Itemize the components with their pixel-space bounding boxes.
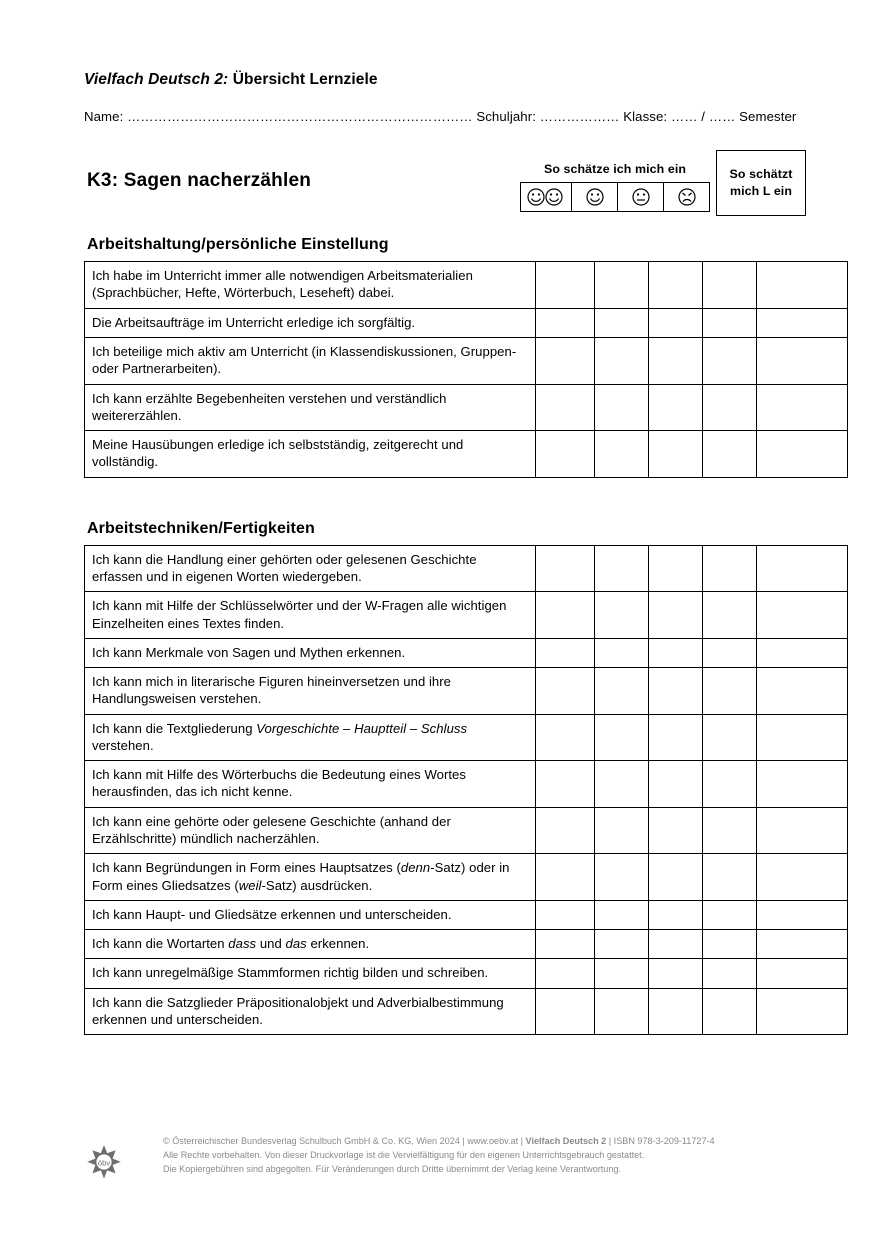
rating-cell-neutral[interactable] [649, 337, 703, 384]
name-fields-line[interactable]: Name: …………………………………………………………………… Schuljahr: ……………… Klasse: …… / …… Semester [84, 109, 797, 125]
rating-cell-double-smiley[interactable] [536, 638, 595, 667]
table-row [85, 930, 848, 959]
table-row [85, 638, 848, 667]
rating-cell-neutral[interactable] [649, 807, 703, 854]
statement-cell: Ich kann Merkmale von Sagen und Mythen erkennen. [85, 638, 536, 667]
rating-cell-smiley[interactable] [595, 930, 649, 959]
statement-cell: Die Arbeitsaufträge im Unterricht erledige ich sorgfältig. [85, 308, 536, 337]
rating-cell-smiley[interactable] [595, 714, 649, 761]
copyright-line-2: Alle Rechte vorbehalten. Von dieser Druckvorlage ist die Vervielfältigung für den eigenen Unterrichtsgebrauch gestattet. [163, 1150, 645, 1161]
statement-cell: Ich beteilige mich aktiv am Unterricht (in Klassendiskussionen, Gruppen- oder Partnerarbeiten). [85, 337, 536, 384]
rating-cell-sad[interactable] [703, 431, 757, 478]
table-row [85, 807, 848, 854]
table-row [85, 431, 848, 478]
copyright-product: Vielfach Deutsch 2 [525, 1136, 607, 1146]
statement-emphasis: das [285, 936, 307, 952]
rating-cell-neutral[interactable] [649, 308, 703, 337]
table-row [85, 988, 848, 1035]
unit-title: K3: Sagen nacherzählen [87, 170, 312, 192]
section-title-techniques: Arbeitstechniken/Fertigkeiten [87, 519, 315, 537]
rating-cell-smiley[interactable] [595, 668, 649, 715]
rating-cell-neutral[interactable] [649, 988, 703, 1035]
rating-cell-teacher[interactable] [757, 668, 848, 715]
statement-cell: Ich habe im Unterricht immer alle notwendigen Arbeitsmaterialien (Sprachbücher, Hefte, Wörterbuch, Leseheft) dabei. [85, 262, 536, 309]
rating-cell-double-smiley[interactable] [536, 592, 595, 639]
rating-cell-smiley[interactable] [595, 262, 649, 309]
rating-cell-neutral[interactable] [649, 384, 703, 431]
rating-cell-teacher[interactable] [757, 592, 848, 639]
statement-cell: Ich kann unregelmäßige Stammformen richtig bilden und schreiben. [85, 959, 536, 988]
rating-cell-double-smiley[interactable] [536, 930, 595, 959]
rating-cell-teacher[interactable] [757, 930, 848, 959]
table-row [85, 854, 848, 901]
statement-cell: Ich kann mit Hilfe der Schlüsselwörter und der W-Fragen alle wichtigen Einzelheiten eines Textes finden. [85, 592, 536, 639]
self-assessment-label: So schätze ich mich ein [543, 162, 687, 177]
rating-cell-smiley[interactable] [595, 900, 649, 929]
unit-header [84, 162, 806, 226]
rating-cell-teacher[interactable] [757, 854, 848, 901]
page-title [84, 70, 806, 90]
statement-cell: Meine Hausübungen erledige ich selbstständig, zeitgerecht und vollständig. [85, 431, 536, 478]
rating-cell-sad[interactable] [703, 807, 757, 854]
rating-cell-teacher[interactable] [757, 262, 848, 309]
table-row [85, 592, 848, 639]
self-assessment-header [520, 162, 710, 212]
rating-cell-sad[interactable] [703, 638, 757, 667]
table-row [85, 761, 848, 808]
section-title-attitude: Arbeitshaltung/persönliche Einstellung [87, 236, 389, 254]
statement-emphasis: denn [400, 860, 431, 876]
rating-cell-neutral[interactable] [649, 854, 703, 901]
teacher-assessment-header: So schätzt mich L ein [716, 150, 806, 216]
table-row [85, 384, 848, 431]
rating-cell-sad[interactable] [703, 545, 757, 592]
rating-cell-teacher[interactable] [757, 638, 848, 667]
rating-cell-sad[interactable] [703, 988, 757, 1035]
rating-cell-neutral[interactable] [649, 714, 703, 761]
rating-cell-neutral[interactable] [649, 900, 703, 929]
rating-cell-neutral[interactable] [649, 545, 703, 592]
double-smiley-icon [521, 183, 572, 211]
rating-cell-smiley[interactable] [595, 959, 649, 988]
rating-cell-double-smiley[interactable] [536, 761, 595, 808]
rating-cell-smiley[interactable] [595, 545, 649, 592]
rating-cell-teacher[interactable] [757, 431, 848, 478]
rating-cell-neutral[interactable] [649, 638, 703, 667]
table-row [85, 900, 848, 929]
rating-cell-sad[interactable] [703, 854, 757, 901]
rating-cell-double-smiley[interactable] [536, 900, 595, 929]
rating-cell-teacher[interactable] [757, 545, 848, 592]
rating-cell-smiley[interactable] [595, 431, 649, 478]
rating-scale-legend [520, 182, 710, 212]
svg-text:öbv: öbv [97, 1158, 111, 1168]
rating-cell-double-smiley[interactable] [536, 714, 595, 761]
rating-cell-double-smiley[interactable] [536, 337, 595, 384]
copyright-line-1a: © Österreichischer Bundesverlag Schulbuch GmbH & Co. KG, Wien 2024 | www.oebv.at | [163, 1136, 526, 1146]
rating-cell-double-smiley[interactable] [536, 988, 595, 1035]
rating-cell-double-smiley[interactable] [536, 545, 595, 592]
rating-cell-neutral[interactable] [649, 761, 703, 808]
rating-cell-teacher[interactable] [757, 384, 848, 431]
statement-cell: Ich kann die Wortarten dass und das erkennen. [85, 930, 536, 959]
rating-cell-sad[interactable] [703, 714, 757, 761]
copyright-text [163, 1134, 715, 1176]
rating-cell-double-smiley[interactable] [536, 384, 595, 431]
rating-cell-teacher[interactable] [757, 337, 848, 384]
rating-cell-neutral[interactable] [649, 930, 703, 959]
rating-cell-teacher[interactable] [757, 807, 848, 854]
statement-cell: Ich kann mich in literarische Figuren hineinversetzen und ihre Handlungsweisen verstehen. [85, 668, 536, 715]
rating-cell-sad[interactable] [703, 308, 757, 337]
rating-cell-neutral[interactable] [649, 431, 703, 478]
rating-cell-neutral[interactable] [649, 592, 703, 639]
rating-cell-teacher[interactable] [757, 959, 848, 988]
rating-cell-sad[interactable] [703, 384, 757, 431]
rating-cell-smiley[interactable] [595, 308, 649, 337]
rating-cell-neutral[interactable] [649, 262, 703, 309]
sad-face-icon [664, 183, 709, 211]
statement-emphasis: weil [238, 877, 262, 893]
neutral-face-icon [618, 183, 664, 211]
statement-cell: Ich kann Begründungen in Form eines Hauptsatzes (denn-Satz) oder in Form eines Gliedsatzes (weil-Satz) ausdrücken. [85, 854, 536, 901]
rating-cell-neutral[interactable] [649, 959, 703, 988]
statement-cell: Ich kann die Handlung einer gehörten oder gelesenen Geschichte erfassen und in eigenen Worten wiedergeben. [85, 545, 536, 592]
rating-cell-sad[interactable] [703, 337, 757, 384]
rating-cell-smiley[interactable] [595, 337, 649, 384]
rating-cell-smiley[interactable] [595, 988, 649, 1035]
rating-cell-smiley[interactable] [595, 854, 649, 901]
rating-cell-sad[interactable] [703, 930, 757, 959]
rating-cell-smiley[interactable] [595, 592, 649, 639]
copyright-line-1 [163, 1134, 715, 1148]
statement-emphasis: Vorgeschichte – Hauptteil – Schluss [256, 720, 468, 736]
copyright-line-3: Die Kopiergebühren sind abgegolten. Für Veränderungen durch Dritte übernimmt der Verlag keine Verantwortung. [163, 1164, 621, 1175]
statement-cell: Ich kann die Satzglieder Präpositionalobjekt und Adverbialbestimmung erkennen und unterscheiden. [85, 988, 536, 1035]
rating-cell-double-smiley[interactable] [536, 854, 595, 901]
page-content [84, 70, 806, 1035]
statement-cell: Ich kann mit Hilfe des Wörterbuchs die Bedeutung eines Wortes herausfinden, das ich nicht kenne. [85, 761, 536, 808]
publisher-logo [84, 1142, 124, 1182]
rating-cell-double-smiley[interactable] [536, 262, 595, 309]
rating-cell-sad[interactable] [703, 592, 757, 639]
smiley-icon [572, 183, 618, 211]
table-row [85, 545, 848, 592]
table-attitude [84, 261, 848, 478]
rating-cell-teacher[interactable] [757, 714, 848, 761]
rating-cell-neutral[interactable] [649, 668, 703, 715]
rating-cell-double-smiley[interactable] [536, 959, 595, 988]
copyright-isbn: | ISBN 978-3-209-11727-4 [606, 1136, 715, 1146]
table-techniques [84, 545, 848, 1036]
page-title-rest: Übersicht Lernziele [228, 71, 378, 88]
rating-cell-teacher[interactable] [757, 988, 848, 1035]
statement-cell: Ich kann eine gehörte oder gelesene Geschichte (anhand der Erzählschritte) mündlich nacherzählen. [85, 807, 536, 854]
rating-cell-double-smiley[interactable] [536, 807, 595, 854]
statement-cell: Ich kann Haupt- und Gliedsätze erkennen und unterscheiden. [85, 900, 536, 929]
statement-cell: Ich kann die Textgliederung Vorgeschichte – Hauptteil – Schluss verstehen. [85, 714, 536, 761]
table-row [85, 337, 848, 384]
rating-cell-sad[interactable] [703, 668, 757, 715]
rating-cell-sad[interactable] [703, 900, 757, 929]
table-row [85, 668, 848, 715]
statement-cell: Ich kann erzählte Begebenheiten verstehen und verständlich weitererzählen. [85, 384, 536, 431]
rating-cell-double-smiley[interactable] [536, 431, 595, 478]
table-row [85, 308, 848, 337]
rating-cell-sad[interactable] [703, 761, 757, 808]
rating-cell-double-smiley[interactable] [536, 668, 595, 715]
rating-cell-sad[interactable] [703, 959, 757, 988]
rating-cell-double-smiley[interactable] [536, 308, 595, 337]
rating-cell-smiley[interactable] [595, 807, 649, 854]
table-row [85, 262, 848, 309]
rating-cell-teacher[interactable] [757, 761, 848, 808]
rating-cell-teacher[interactable] [757, 900, 848, 929]
statement-emphasis: dass [228, 936, 257, 952]
rating-cell-smiley[interactable] [595, 638, 649, 667]
rating-cell-sad[interactable] [703, 262, 757, 309]
page-title-series: Vielfach Deutsch 2: [84, 71, 229, 88]
rating-cell-teacher[interactable] [757, 308, 848, 337]
rating-cell-smiley[interactable] [595, 761, 649, 808]
table-row [85, 959, 848, 988]
rating-cell-smiley[interactable] [595, 384, 649, 431]
table-row [85, 714, 848, 761]
